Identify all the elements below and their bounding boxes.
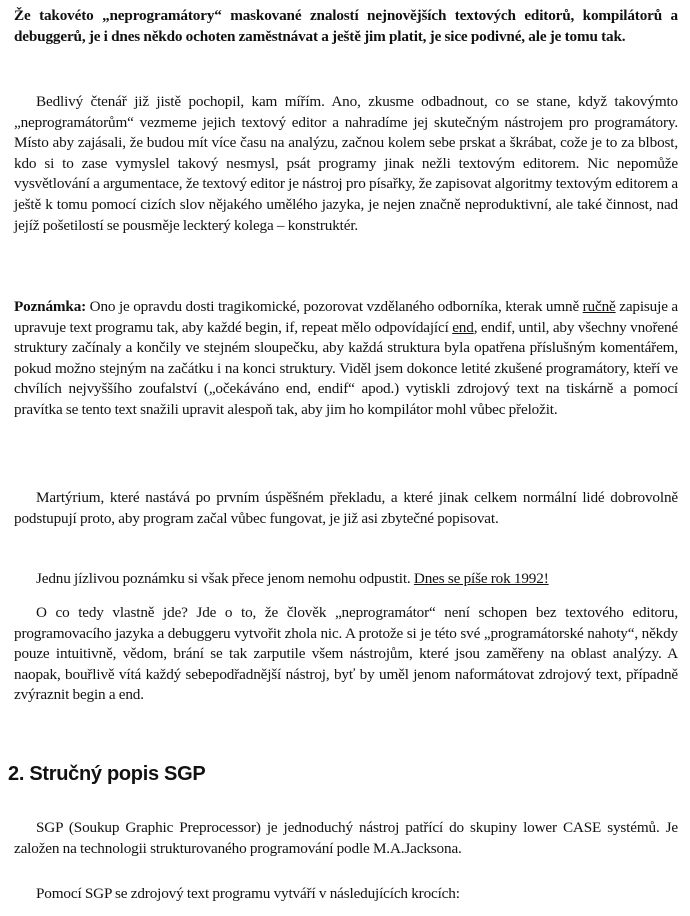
note-underline-manually: ručně [582, 298, 616, 315]
paragraph-remark [14, 569, 678, 590]
remark-text: Jednu jízlivou poznámku si však přece jenom nemohu odpustit. [36, 570, 414, 587]
note-label: Poznámka: [14, 298, 87, 315]
note-text-b: zapisuje a upravuje text programu tak, aby každé begin, if, repeat mělo odpovídající [14, 298, 678, 336]
section-heading: 2. Stručný popis SGP [8, 763, 206, 785]
paragraph-what-is-it: O co tedy vlastně jde? Jde o to, že člověk „neprogramátor“ není schopen bez textového editoru, programovacího jazyka a debuggeru vytvořit zhola nic. A protože si je této své „programátorské nahoty“, někdy pouze intuitivně, vědom, brání se tak zarputile všem nástrojům, které jsou zaměřeny na oblast analýzy. A naopak, bouřlivě vítá každý sebepodřadnější nástroj, byť by uměl jenom naformátovat zdrojový text, případně zvýraznit begin a end. [14, 604, 678, 704]
remark-year-underlined: Dnes se píše rok 1992! [413, 570, 549, 587]
paragraph-intro: Že takovéto „neprogramátory“ maskované znalostí nejnovějších textových editorů, kompilátorů a debuggerů, je i dnes někdo ochoten zaměstnávat a ještě jim platit, je sice podivné, ale je tomu tak. [14, 7, 678, 45]
paragraph-martyrium: Martýrium, které nastává po prvním úspěšném překladu, a které jinak celkem normální lidé dobrovolně podstupují proto, aby program začal vůbec fungovat, je již asi zbytečné popisovat. [14, 489, 678, 527]
note-text-c: , endif, until, aby všechny vnořené struktury začínaly a končily ve stejném sloupečku, aby každá struktura byla opatřena příslušným komentářem, pokud možno stejným na začátku i na konci struktury. Viděl jsem dokonce letité zkušené programátory, kteří ve chvílích nejvyššího zoufalství („očekáváno end, endif“ apod.) vytiskli zdrojový text na tiskárně a pomocí pravítka se tento text snažili upravit alespoň tak, aby jim ho kompilátor mohl vůbec přeložit. [14, 318, 678, 418]
paragraph-sgp-description: SGP (Soukup Graphic Preprocessor) je jednoduchý nástroj patřící do skupiny lower CASE systémů. Je založen na technologii strukturovaného programování podle M.A.Jacksona. [14, 819, 678, 857]
paragraph-reader: Bedlivý čtenář již jistě pochopil, kam mířím. Ano, zkusme odbadnout, co se stane, když takovýmto „neprogramátorům“ vezmeme jejich textový editor a nahradíme jej skutečným nástrojem pro programátory. Místo aby zajásali, že budou mít více času na analýzu, začnou kolem sebe prskat a škrábat, cože je to za blbost, kdo si to zase vymyslel takový nesmysl, psát programy jinak nežli textovým editorem. Nic nepomůže vysvětlování a argumentace, že textový editor je nástroj pro písařky, že zapisovat algoritmy textovým editorem a ještě k tomu pomocí cizích slov nějakého umělého jazyka, je nejen značně neproduktivní, ale také činnost, nad jejíž pošetilostí se pousměje leckterý kolega – konstruktér. [14, 93, 678, 234]
note-underline-end: end [452, 318, 474, 336]
note-text-a: Ono je opravdu dosti tragikomické, pozorovat vzdělaného odborníka, kterak umně [86, 298, 583, 315]
paragraph-sgp-steps: Pomocí SGP se zdrojový text programu vytváří v následujících krocích: [36, 885, 460, 902]
paragraph-note [14, 297, 678, 421]
